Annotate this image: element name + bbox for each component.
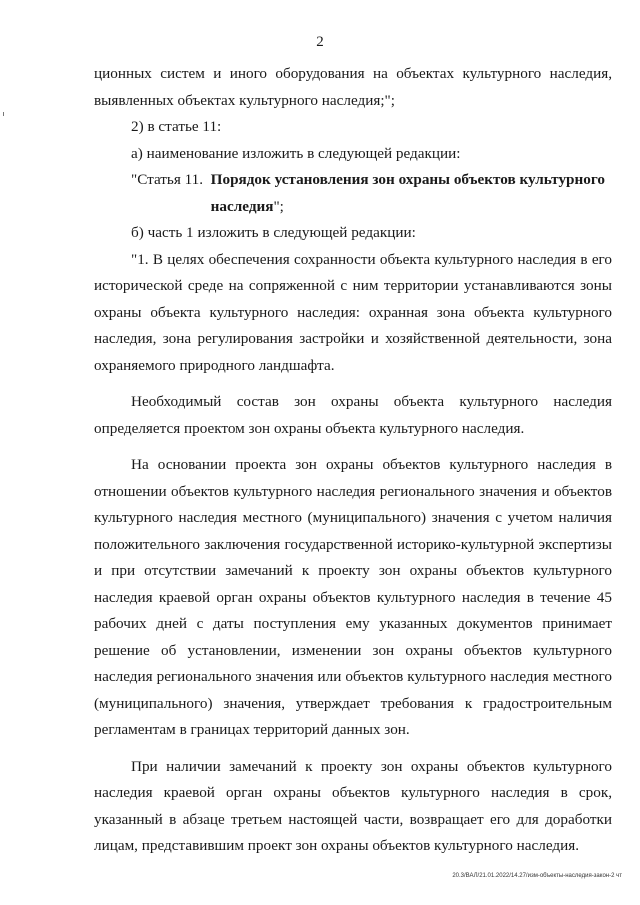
document-body xyxy=(94,61,612,860)
footer-file-reference: 20.3/ВАЛ/21.01.2022/14.27/изм-объекты-наследия-закон-2 чт xyxy=(452,873,622,879)
article-heading-prefix: "Статья 11. xyxy=(131,171,211,188)
margin-mark xyxy=(3,112,4,116)
paragraph-3: На основании проекта зон охраны объектов культурного наследия в отношении объектов культурного наследия регионального значения и объектов культурного наследия местного (муниципального) значения с учетом наличия положительного заключения государственной историко-культурной экспертизы и при отсутствии замечаний к проекту зон охраны объектов культурного наследия краевой орган охраны объектов культурного наследия в течение 45 рабочих дней с даты поступления ему указанных документов принимает решение об установлении, изменении зон охраны объектов культурного наследия регионального значения или объектов культурного наследия местного (муниципального) значения, утверждает требования к градостроительным регламентам в границах территорий данных зон. xyxy=(94,456,612,738)
article-heading-title-wrap xyxy=(211,167,612,220)
continuation-paragraph: ционных систем и иного оборудования на объектах культурного наследия, выявленных объектах культурного наследия;"; xyxy=(94,65,612,109)
article-heading xyxy=(94,167,612,220)
paragraph-4: При наличии замечаний к проекту зон охраны объектов культурного наследия краевой орган охраны объектов культурного наследия в срок, указанный в абзаце третьем настоящей части, возвращает его для доработки лицам, представившим проект зон охраны объектов культурного наследия. xyxy=(94,757,612,854)
paragraph-1: "1. В целях обеспечения сохранности объекта культурного наследия в его исторической среде на сопряженной с ним территории устанавливаются зоны охраны объекта культурного наследия: охранная зона объекта культурного наследия, зона регулирования застройки и хозяйственной деятельности, зона охраняемого природного ландшафта. xyxy=(94,250,612,374)
article-heading-title: Порядок установления зон охраны объектов культурного наследия xyxy=(210,171,605,215)
item-2: 2) в статье 11: xyxy=(131,118,222,135)
paragraph-2: Необходимый состав зон охраны объекта культурного наследия определяется проектом зон охраны объекта культурного наследия. xyxy=(94,393,612,437)
page-number: 2 xyxy=(316,34,324,50)
item-b: б) часть 1 изложить в следующей редакции: xyxy=(131,224,416,241)
item-a: а) наименование изложить в следующей редакции: xyxy=(131,144,461,162)
article-heading-tail: "; xyxy=(273,197,284,215)
